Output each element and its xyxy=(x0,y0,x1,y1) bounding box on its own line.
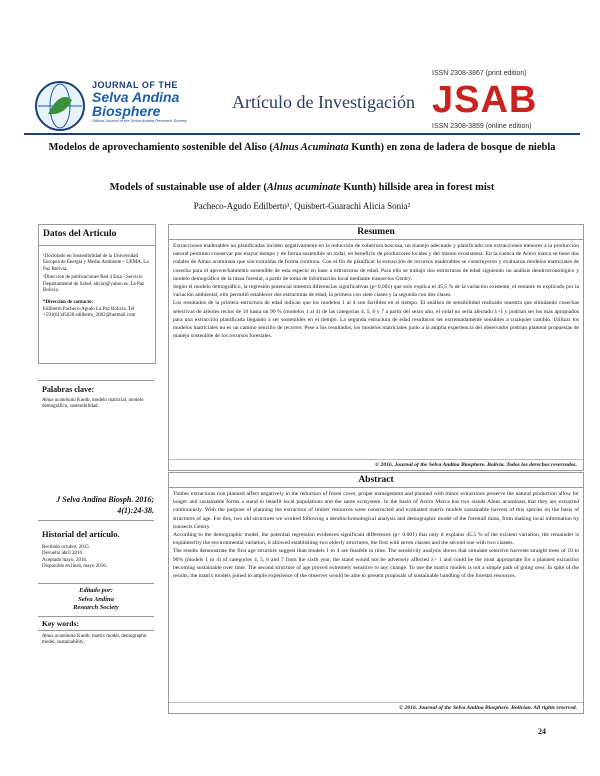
edited-by-org1: Selva Andina xyxy=(78,595,114,603)
header-divider xyxy=(24,133,580,135)
palabras-scientific: Alnus acuminata xyxy=(42,398,76,403)
title-es-part2: Kunth) en zona de ladera de bosque de niebla xyxy=(348,142,556,153)
palabras-clave xyxy=(38,396,154,413)
brand-logo: JSAB xyxy=(432,79,538,121)
history-box xyxy=(42,529,158,571)
palabras-heading: Palabras clave: xyxy=(42,385,95,394)
abstract-text xyxy=(169,488,583,582)
history-returned: Devuelto abril 2016 xyxy=(42,551,82,557)
edited-by-org2: Research Society xyxy=(73,604,119,611)
resumen-box xyxy=(168,224,584,471)
abstract-copyright: © 2016. Journal of the Selva Andina Biosphere. Bolivian. All rights reserved. xyxy=(169,702,583,713)
section-label: Artículo de Investigación xyxy=(232,92,415,112)
resumen-p2: Según el modelo demográfico, la regresión potencial muestra diferencias significativas (p<0,001) que solo explica el 45,5 % de la variación existente, el restante es explicado por la variación ambiental, ello permitió establecer dos estructuras de edad, la primera con siete clases y la segunda con dos clases. xyxy=(173,284,579,299)
historial-heading: Historial del artículo. xyxy=(42,529,120,539)
title-en-part1: Models of sustainable use of alder ( xyxy=(109,182,267,193)
issn-online: ISSN 2308-3859 (online edition) xyxy=(432,123,532,130)
citation: J Selva Andina Biosph. 2016; 4(1):24-38. xyxy=(38,494,154,521)
abstract-box xyxy=(168,472,584,714)
journal-line1: JOURNAL OF THE xyxy=(92,80,178,90)
journal-logo xyxy=(34,80,86,132)
journal-tagline: Official Journal of the Selva Andina Research Society xyxy=(92,118,187,123)
resumen-text xyxy=(169,240,583,342)
abstract-p3: The results demonstrate the first age structure suggest than models 1 to 4 are feasible in time. The sensitivity analysis shows that simulate selective harvests straight trees of 10 to 90% (models 1 to 4) of categories 4, 5, 6 and 7 from the sixth year, the stand would not be adversely affected λ> 1 and could be the most appropriate for a planned extraction becoming sustainable over time. The second structure of age proved extremely sensitive to any change. To use the matrix models is not a simple path of going over. In spite of the results, the matrix models joined to ample experience of the observer would be able to present proposals of sustainable handling of the forestal resources. xyxy=(173,548,579,580)
edited-by-label: Editado por: xyxy=(79,587,113,594)
keywords-box xyxy=(38,616,154,650)
palabras-text: Kunth, modelo matricial, modelo demográfico, sostenibilidad. xyxy=(42,398,144,410)
abstract-p2: According to the demographic model, the potential regression evidences significant differences (p< 0.001) that only it explains 45.5 % of the existent variation, the remainder is explained by the environmental variation, it allowed establishing two elderly structures, the first with seven classes and the second one with two classes. xyxy=(173,532,579,547)
keywords-heading: Key words: xyxy=(38,617,154,631)
title-es-part1: Modelos de aprovechamiento sostenible del Aliso ( xyxy=(48,142,273,153)
journal-line2: Selva Andina xyxy=(92,89,180,105)
datos-heading: Datos del Articulo xyxy=(39,225,155,246)
title-en-scientific: Alnus acuminate xyxy=(266,182,341,193)
keywords-scientific: Alnus acuminata xyxy=(42,634,76,639)
globe-leaf-icon xyxy=(34,80,86,132)
history-accepted: Aceptado mayo, 2016. xyxy=(42,557,88,563)
keywords-list: Kunth, matrix model, demographic model, sustainability. xyxy=(42,634,148,646)
journal-line3: Biosphere xyxy=(92,103,161,119)
affiliation-1: ¹Doctorado en Sostenibilidad de la Universidad Europea de Energía y Medio Ambiente – UEMA. La Paz Bolivia. xyxy=(43,254,149,272)
authors: Pacheco-Agudo Edilberto¹, Quisbert-Guarachi Alicia Sonia² xyxy=(193,201,411,211)
edited-by xyxy=(38,583,154,613)
resumen-heading: Resumen xyxy=(169,225,583,240)
keywords-text xyxy=(38,631,154,650)
journal-name xyxy=(92,80,212,124)
title-english xyxy=(24,181,580,195)
title-en-part2: Kunth) hillside area in forest mist xyxy=(340,182,495,193)
resumen-copyright: © 2016. Journal of the Selva Andina Biosphere. Bolivia. Todos los derechos reservados. xyxy=(169,459,583,470)
history-online: Disponible en línea, mayo 2016. xyxy=(42,564,107,570)
resumen-p3: Los resultados de la primera estructura de edad indican que los modelos 1 al 4 son factibles en el tiempo. El análisis de sensibilidad realizado muestra que simulando cosechas selectivas de árboles rectos de 10 hasta un 90 % (modelos 1 al 4) de las categorías 4, 5, 6 y 7 a partir del sexto año, el rodal no sería afectado λ>1 y podrían ser los más apropiados para una extracción planificada llegando a ser sostenibles en el tiempo. La segunda estructura de edad resultaron ser extremadamente sensibles a cualquier cambio. Utilizar los modelos matriciales no es un camino sencillo de recorrer. Pese a los resultados, los modelos matriciales junto a la amplia experiencia del observador podrían plantear propuestas de manejo sostenible de los recursos forestales. xyxy=(173,300,579,340)
palabras-box xyxy=(38,380,154,453)
affiliation-2: ²Dirección de publicaciones Red 4 Esta - Servicio Departamental de Salud. alicial@yahoo.es. La Paz Bolivia. xyxy=(43,275,145,294)
page-number: 24 xyxy=(538,727,546,736)
contact-heading: *Dirección de contacto: xyxy=(43,300,94,306)
article-data-box xyxy=(38,224,156,364)
title-es-scientific: Alnus Acuminata xyxy=(272,142,349,153)
resumen-p1: Extracciones maderables no planificadas inciden negativamente en la reducción de cobertura boscosa, un manejo adecuado y planificado con extracciones menores a la producción natural permiten conservar por mayor tiempo y de forma sostenible un rodal, en beneficio de productores locales y del mismo ecosistema. En la cuenca de Acero marca se tiene dos rodales de Alnus acuminata que son extraídas de forma continua. Con el fin de planificar la extracción de recursos maderables se construyeron y evaluaron modelos matriciales de cosecha para el aprovechamiento sostenible de esta especie en base a estructuras de edad. Para ello se trabajó dos estructuras de edad siguiendo un análisis dendrocronológico y modelo demográfico de la masa forestal, a partir de toma de información local mediante transectos Gentry. xyxy=(173,243,579,282)
abstract-heading: Abstract xyxy=(169,473,583,488)
title-spanish xyxy=(24,141,580,155)
history-received: Recibido octubre, 2015. xyxy=(42,545,91,550)
issn-print: ISSN 2308-3867 (print edition) xyxy=(432,70,527,77)
contact-info: Edilberto Pacheco-Agudo La Paz Bolivia. Tel +591(61)45628 edilberto_2002@hotmail.com xyxy=(43,306,136,319)
abstract-p1: Timber extractions non planned affect negatively in the reduction of forest cover, proper management and planned with minor extractions preserve the natural production allow for longer and sustainable forms a stand to benefit local populations and the same ecosystem. In the basin of Acero Marca has two stands Alnus acuminata that they are extracted continuously. With the purpose of planning the extraction of timber resources were constructed and evaluated matrix models sustainable harvest of this species on the basis of structures of age. For this, two old structures we worked following a dendrochronological analysis and demographic model of the forestall mass, from making local information by transects Gentry. xyxy=(173,491,579,530)
